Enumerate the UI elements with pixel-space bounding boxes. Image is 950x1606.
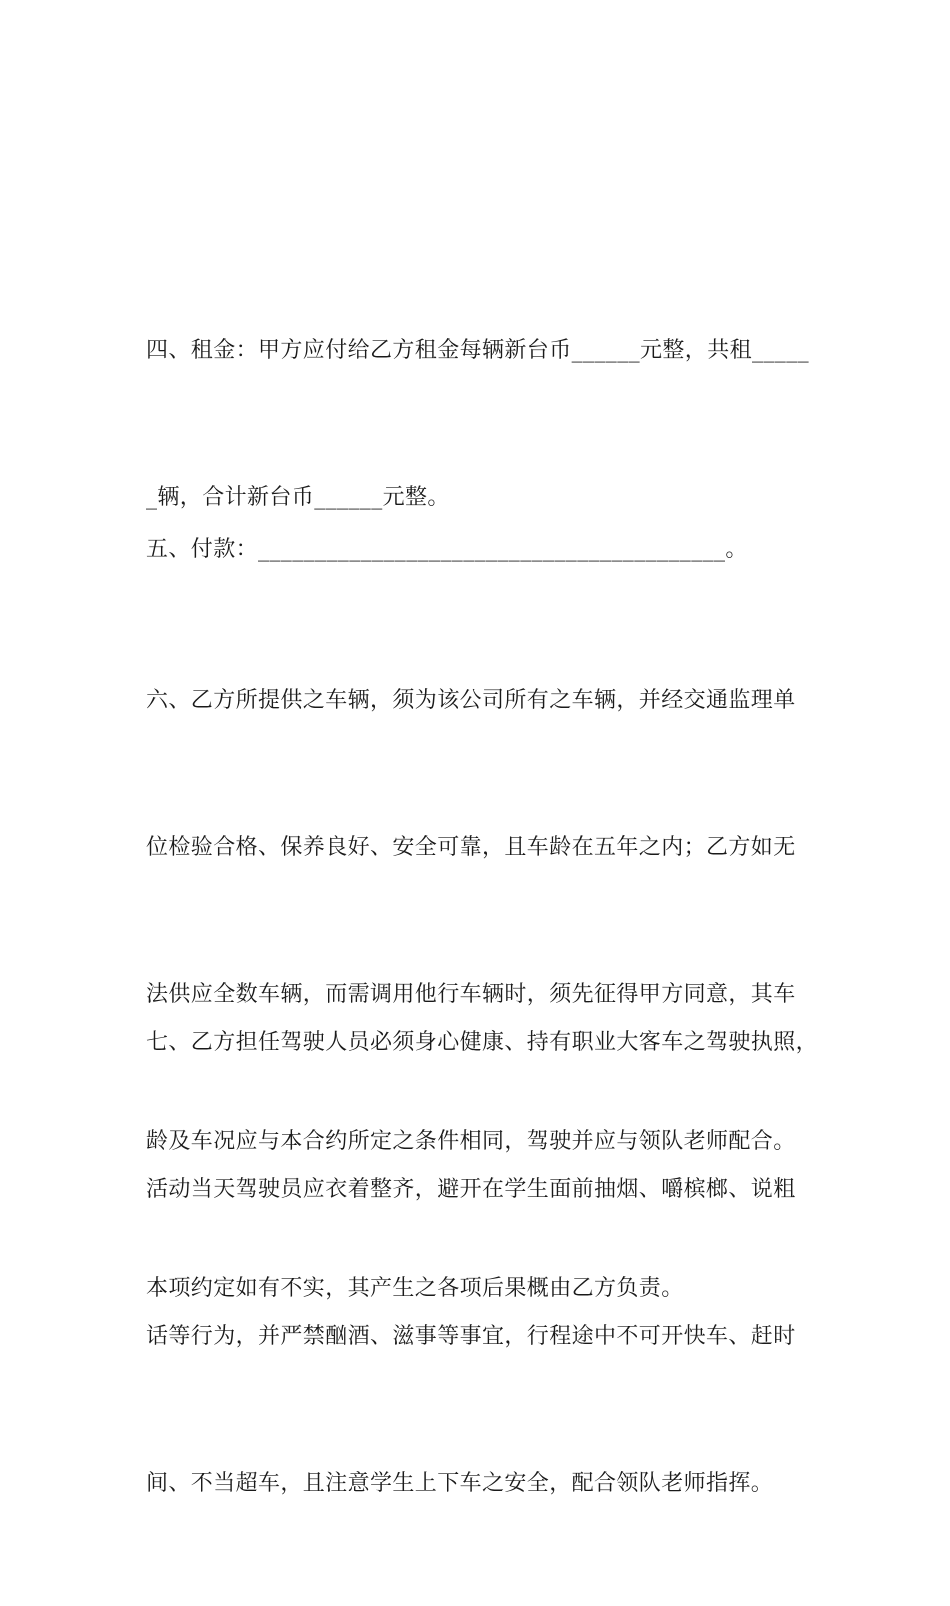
clause-6-line-4: 龄及车况应与本合约所定之条件相同，驾驶并应与领队老师配合。 <box>146 1129 796 1154</box>
clause-4-line-1: 四、租金：甲方应付给乙方租金每辆新台币______元整，共租_____ <box>146 338 810 363</box>
clause-7-line-3: 话等行为，并严禁酗酒、滋事等事宜，行程途中不可开快车、赶时 <box>146 1324 796 1349</box>
clause-6-line-1: 六、乙方所提供之车辆，须为该公司所有之车辆，并经交通监理单 <box>146 688 796 713</box>
clause-6-line-3: 法供应全数车辆，而需调用他行车辆时，须先征得甲方同意，其车 <box>146 982 796 1007</box>
clause-7-driver-requirements <box>146 920 836 1606</box>
clause-7-line-1: 七、乙方担任驾驶人员必须身心健康、持有职业大客车之驾驶执照， <box>146 1030 819 1055</box>
clause-7-line-4: 间、不当超车，且注意学生上下车之安全，配合领队老师指挥。 <box>146 1471 774 1496</box>
clause-7-line-2: 活动当天驾驶员应衣着整齐，避开在学生面前抽烟、嚼槟榔、说粗 <box>146 1177 796 1202</box>
clause-6-line-5: 本项约定如有不实，其产生之各项后果概由乙方负责。 <box>146 1276 684 1301</box>
clause-4-line-2: _辆，合计新台币______元整。 <box>146 485 450 510</box>
clause-6-line-2: 位检验合格、保养良好、安全可靠，且车龄在五年之内；乙方如无 <box>146 835 796 860</box>
clause-5-line-1: 五、付款：_________________________________________。 <box>146 537 748 562</box>
